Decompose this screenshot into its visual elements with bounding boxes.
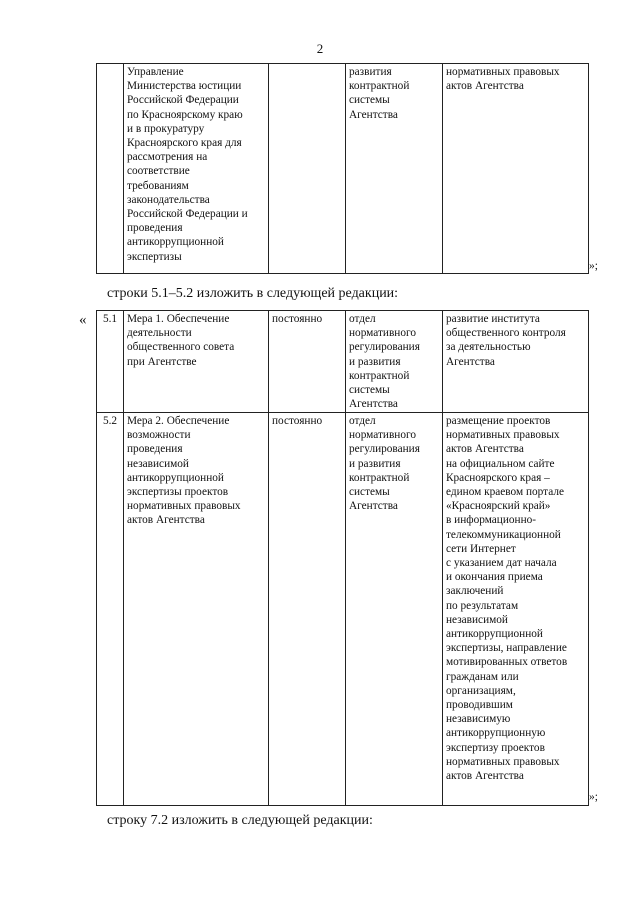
measures-table-continued bbox=[96, 63, 589, 274]
row-number-cell bbox=[97, 64, 124, 274]
row-number-cell: 5.2 bbox=[97, 413, 124, 806]
table-row bbox=[97, 64, 589, 274]
closing-quote: »; bbox=[589, 791, 598, 803]
term-cell bbox=[269, 64, 346, 274]
result-cell: размещение проектов нормативных правовых актов Агентства на официальном сайте Красноярского края – едином краевом портале «Красноярский край» в информационно- телекоммуникационной сети Интернет с указанием дат начала и окончания приема заключений по результатам независимой антикоррупционной экспертизы, направление мотивированных ответов гражданам или организациям, проводившим независимую антикоррупционную экспертизу проектов нормативных правовых актов Агентства bbox=[443, 413, 589, 806]
amendment-paragraph: строки 5.1–5.2 изложить в следующей редакции: bbox=[107, 286, 399, 301]
table-row bbox=[97, 413, 589, 806]
result-cell: нормативных правовых актов Агентства bbox=[443, 64, 589, 274]
term-cell: постоянно bbox=[269, 311, 346, 413]
result-cell: развитие института общественного контроля за деятельностью Агентства bbox=[443, 311, 589, 413]
measure-cell: Управление Министерства юстиции Российской Федерации по Красноярскому краю и в прокуратуру Красноярского края для рассмотрения на соответствие требованиям законодательства Российской Федерации и проведения антикоррупционной экспертизы bbox=[124, 64, 269, 274]
measure-cell: Мера 1. Обеспечение деятельности общественного совета при Агентстве bbox=[124, 311, 269, 413]
responsible-cell: отдел нормативного регулирования и развития контрактной системы Агентства bbox=[346, 413, 443, 806]
table-row bbox=[97, 311, 589, 413]
responsible-cell: отдел нормативного регулирования и развития контрактной системы Агентства bbox=[346, 311, 443, 413]
responsible-cell: развития контрактной системы Агентства bbox=[346, 64, 443, 274]
amendment-paragraph: строку 7.2 изложить в следующей редакции: bbox=[107, 813, 373, 828]
page-number: 2 bbox=[316, 41, 324, 56]
opening-quote: « bbox=[79, 312, 87, 328]
term-cell: постоянно bbox=[269, 413, 346, 806]
closing-quote: »; bbox=[589, 260, 598, 272]
row-number-cell: 5.1 bbox=[97, 311, 124, 413]
measure-cell: Мера 2. Обеспечение возможности проведения независимой антикоррупционной экспертизы проектов нормативных правовых актов Агентства bbox=[124, 413, 269, 806]
measures-table bbox=[96, 310, 589, 806]
